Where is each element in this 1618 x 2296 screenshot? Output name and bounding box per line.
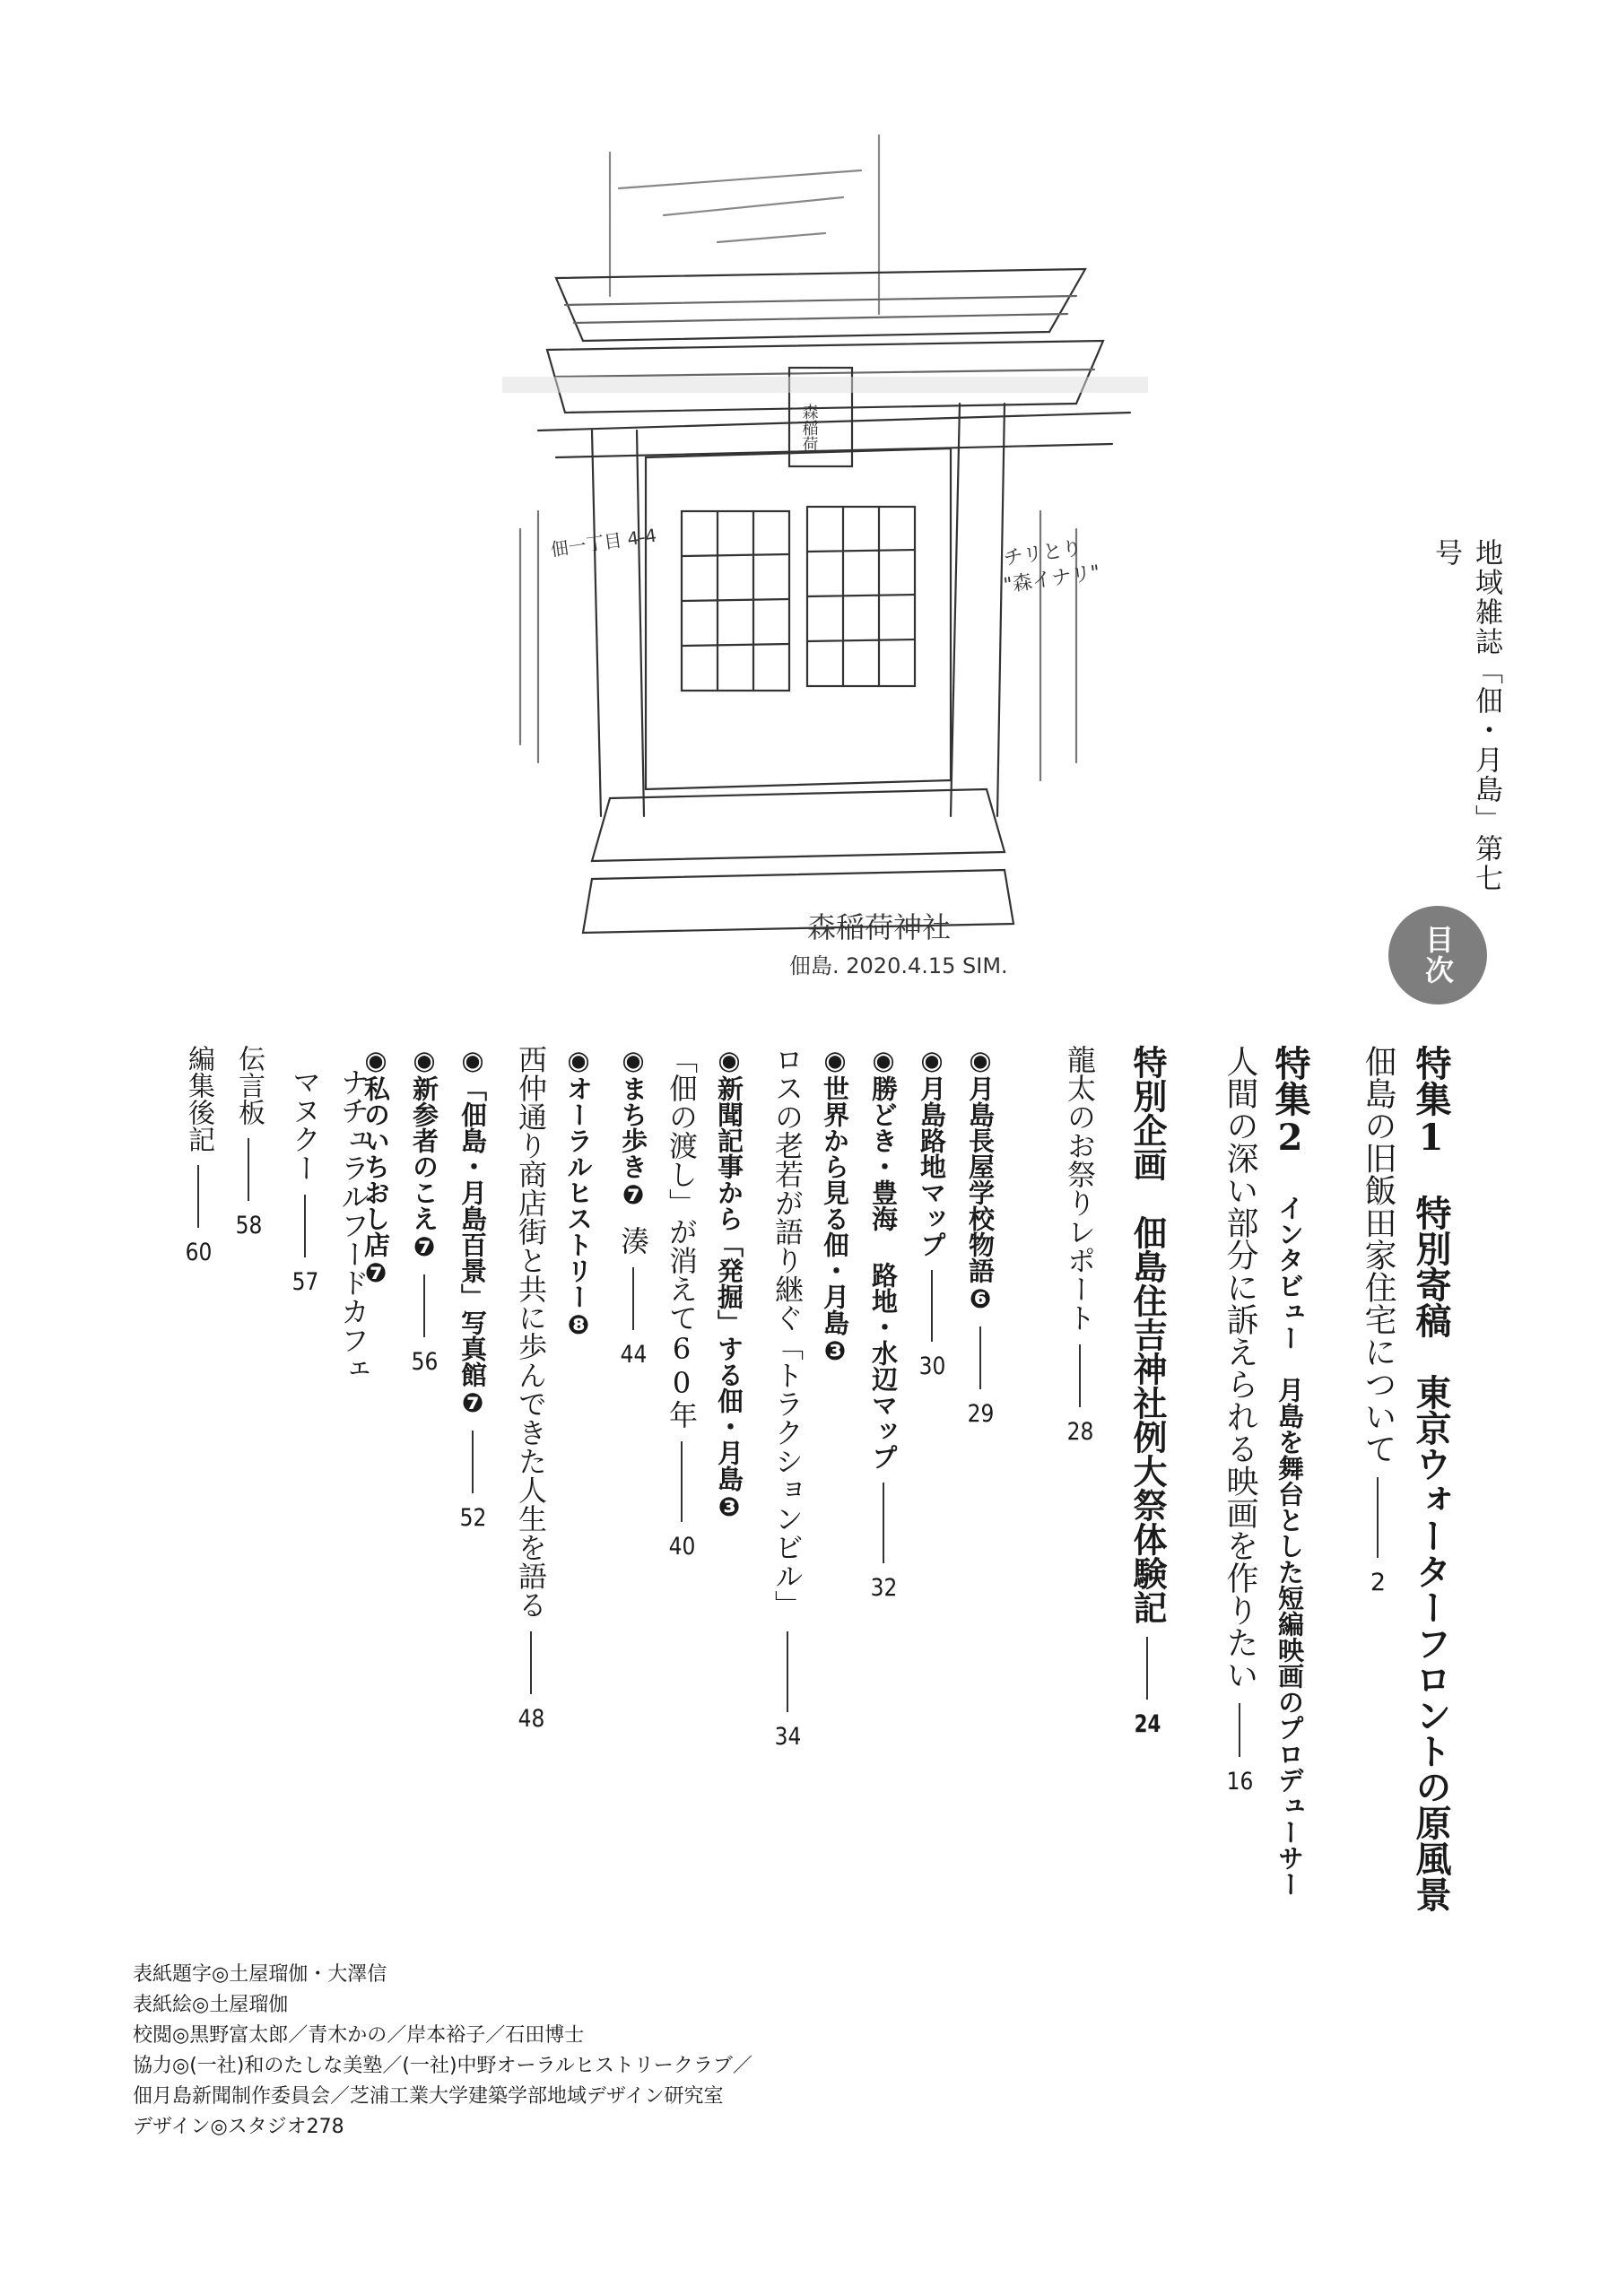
toc-entry-special[interactable]: 特別企画 佃島住吉神社例大祭体験記24 xyxy=(1127,1045,1168,1736)
sketch-note-right-1: チリとり xyxy=(1002,536,1083,570)
sketch-caption-2: 佃島. 2020.4.15 SIM. xyxy=(789,953,1008,978)
credit-line: デザイン◎スタジオ278 xyxy=(133,2116,344,2138)
toc-entry-newcomer-voice[interactable]: ◉新参者のこえ❼56 xyxy=(409,1045,439,1374)
toc-entry-feature2-sub[interactable]: 人間の深い部分に訴えられる映画を作りたい16 xyxy=(1222,1045,1258,1794)
toc-entry-alley-map[interactable]: ◉月島路地マップ30 xyxy=(917,1045,947,1378)
toc-entry-world-view[interactable]: ◉世界から見る佃・月島❸ xyxy=(820,1045,850,1366)
page-number: 28 xyxy=(1066,1420,1094,1444)
credit-line: 佃月島新聞制作委員会／芝浦工業大学建築学部地域デザイン研究室 xyxy=(133,2085,724,2108)
toc-entry-nagaya-school[interactable]: ◉月島長屋学校物語❻29 xyxy=(965,1045,996,1426)
contents-badge xyxy=(1388,906,1487,1004)
toc-entry-feature1-sub[interactable]: 佃島の旧飯田家住宅について2 xyxy=(1360,1045,1396,1595)
sketch-note-right-2: "森イナリ" xyxy=(1002,561,1102,597)
contents-badge-label: 目次 xyxy=(1421,925,1455,986)
toc-entry-machiaruki[interactable]: ◉まち歩き❼湊44 xyxy=(616,1045,650,1367)
toc-entry-message-board[interactable]: 伝言板58 xyxy=(233,1045,265,1238)
credit-line: 表紙絵◎土屋瑠伽 xyxy=(133,1994,289,2016)
page-number: 48 xyxy=(518,1707,545,1731)
page-number: 40 xyxy=(668,1535,696,1559)
credit-line: 協力◎(一社)和のたしな美塾／(一社)中野オーラルヒストリークラブ／ xyxy=(133,2055,752,2077)
credit-line: 校閲◎黒野富太郎／青木かの／岸本裕子／石田博士 xyxy=(133,2024,585,2047)
toc-entry-oral-history[interactable]: ◉オーラルヒストリー❽ xyxy=(563,1045,594,1340)
toc-entry-recommended-shop-sub[interactable]: ナチュラルフードカフェ xyxy=(336,1067,370,1383)
toc-entry-newspaper[interactable]: ◉新聞記事から「発掘」する佃・月島❸ xyxy=(714,1045,744,1522)
page-number: 44 xyxy=(620,1343,648,1367)
toc-entry-world-view-sub[interactable]: ロスの老若が語り継ぐ「トラクションビル」34 xyxy=(770,1045,805,1749)
toc-entry-recommended-shop-name[interactable]: マヌクー57 xyxy=(288,1067,322,1294)
page-number: 57 xyxy=(291,1270,319,1294)
toc-entry-special-sub[interactable]: 龍太のお祭りレポート28 xyxy=(1063,1045,1097,1444)
toc-entry-kachidoki-map[interactable]: ◉勝どき・豊海 路地・水辺マップ32 xyxy=(868,1045,899,1600)
page-number: 32 xyxy=(870,1576,898,1600)
page-number: 34 xyxy=(774,1725,802,1749)
credits-block xyxy=(133,1960,752,2143)
sketch-note-left: 佃一丁目 4-4 xyxy=(549,524,658,561)
toc-entry-photo-gallery[interactable]: ◉「佃島・月島百景」写真館❼52 xyxy=(457,1045,488,1530)
toc-entry-editors-note[interactable]: 編集後記60 xyxy=(183,1045,214,1265)
toc-entry-oral-history-sub[interactable]: 西仲通り商店街と共に歩んできた人生を語る48 xyxy=(514,1045,548,1731)
page-number: 58 xyxy=(235,1213,263,1238)
credit-line: 表紙題字◎土屋瑠伽・大澤信 xyxy=(133,1963,387,1986)
page-number: 30 xyxy=(918,1354,946,1378)
page-number: 29 xyxy=(967,1402,995,1426)
toc-entry-newspaper-sub[interactable]: 「佃の渡し」が消えて60年40 xyxy=(665,1045,699,1559)
page-number: 52 xyxy=(459,1506,487,1530)
toc-entry-feature2-title[interactable]: 特集2インタビュー 月島を舞台とした短編映画のプロデューサー xyxy=(1269,1045,1311,1897)
sketch-caption-1: 森稲荷神社 xyxy=(807,910,952,944)
toc-entry-feature1-title[interactable]: 特集1 特別寄稿 東京ウォーターフロントの原風景 xyxy=(1410,1045,1452,1912)
page-number: 56 xyxy=(411,1350,439,1374)
magazine-title: 地域雑誌「佃・月島」第七号 xyxy=(1430,538,1502,893)
sketch-plaque-text: 森稲荷 xyxy=(799,404,819,452)
page-number: 16 xyxy=(1226,1770,1254,1794)
page-number: 2 xyxy=(1370,1570,1387,1595)
toc-entry-recommended-shop[interactable]: ◉私のいちおし店❼ xyxy=(361,1045,391,1288)
page-number: 24 xyxy=(1134,1712,1161,1736)
shrine-sketch-illustration xyxy=(502,135,1148,996)
page-number: 60 xyxy=(185,1240,213,1265)
